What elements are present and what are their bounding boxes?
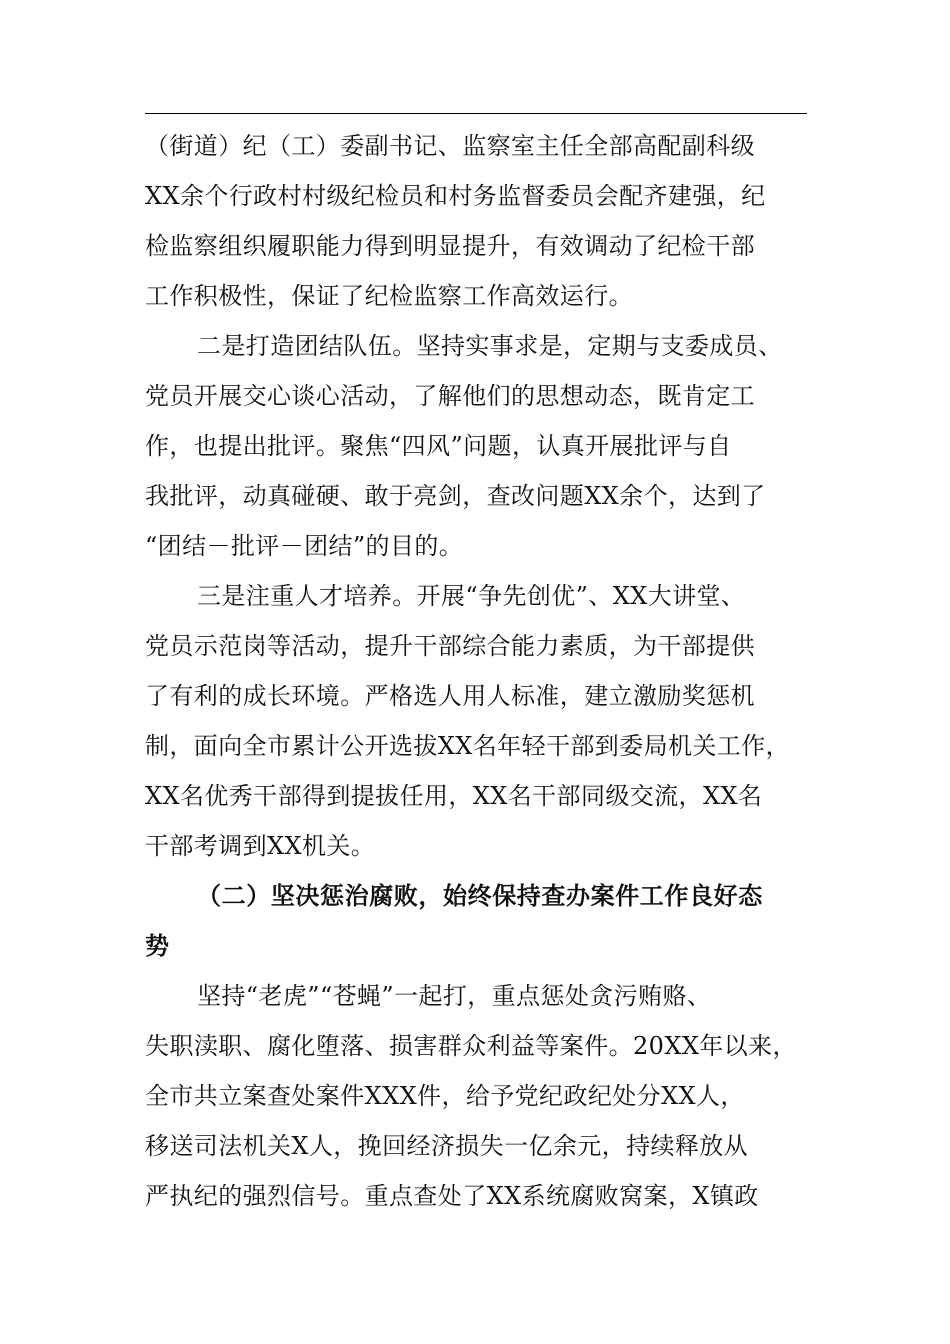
body-line: 严执纪的强烈信号。重点查处了XX系统腐败窝案，X镇政 [145,1182,759,1210]
body-line: XX余个行政村村级纪检员和村务监督委员会配齐建强，纪 [145,182,766,210]
body-line: “团结－批评－团结”的目的。 [145,532,464,560]
body-line: 制，面向全市累计公开选拔XX名年轻干部到委局机关工作， [145,732,790,760]
body-line: 干部考调到XX机关。 [145,832,376,860]
body-line: 全市共立案查处案件XXX件，给予党纪政纪处分XX人， [145,1082,745,1110]
body-line: 失职渎职、腐化堕落、损害群众利益等案件。20XX年以来， [145,1032,797,1060]
paragraph-start-line: 二是打造团结队伍。坚持实事求是，定期与支委成员、 [197,332,783,360]
section-heading-continued: 势 [145,931,170,960]
header-rule [145,113,807,114]
body-line: XX名优秀干部得到提拔任用，XX名干部同级交流，XX名 [145,782,763,810]
body-line: 我批评，动真碰硬、敢于亮剑，查改问题XX余个，达到了 [145,482,766,510]
body-line: 工作积极性，保证了纪检监察工作高效运行。 [145,282,633,310]
body-line: 党员开展交心谈心活动，了解他们的思想动态，既肯定工 [145,382,755,410]
body-line: 党员示范岗等活动，提升干部综合能力素质，为干部提供 [145,632,755,660]
body-line: 了有利的成长环境。严格选人用人标准，建立激励奖惩机 [145,682,755,710]
paragraph-start-line: 坚持“老虎”“苍蝇”一起打，重点惩处贪污贿赂、 [197,982,712,1010]
body-line: （街道）纪（工）委副书记、监察室主任全部高配副科级 [145,132,755,160]
body-line: 移送司法机关X人，挽回经济损失一亿余元，持续释放从 [145,1132,749,1160]
body-line: 作，也提出批评。聚焦“四风”问题，认真开展批评与自 [145,432,732,460]
body-line: 检监察组织履职能力得到明显提升，有效调动了纪检干部 [145,232,755,260]
section-heading: （二）坚决惩治腐败，始终保持查办案件工作良好态 [197,881,763,910]
paragraph-start-line: 三是注重人才培养。开展“争先创优”、XX大讲堂、 [197,582,746,610]
